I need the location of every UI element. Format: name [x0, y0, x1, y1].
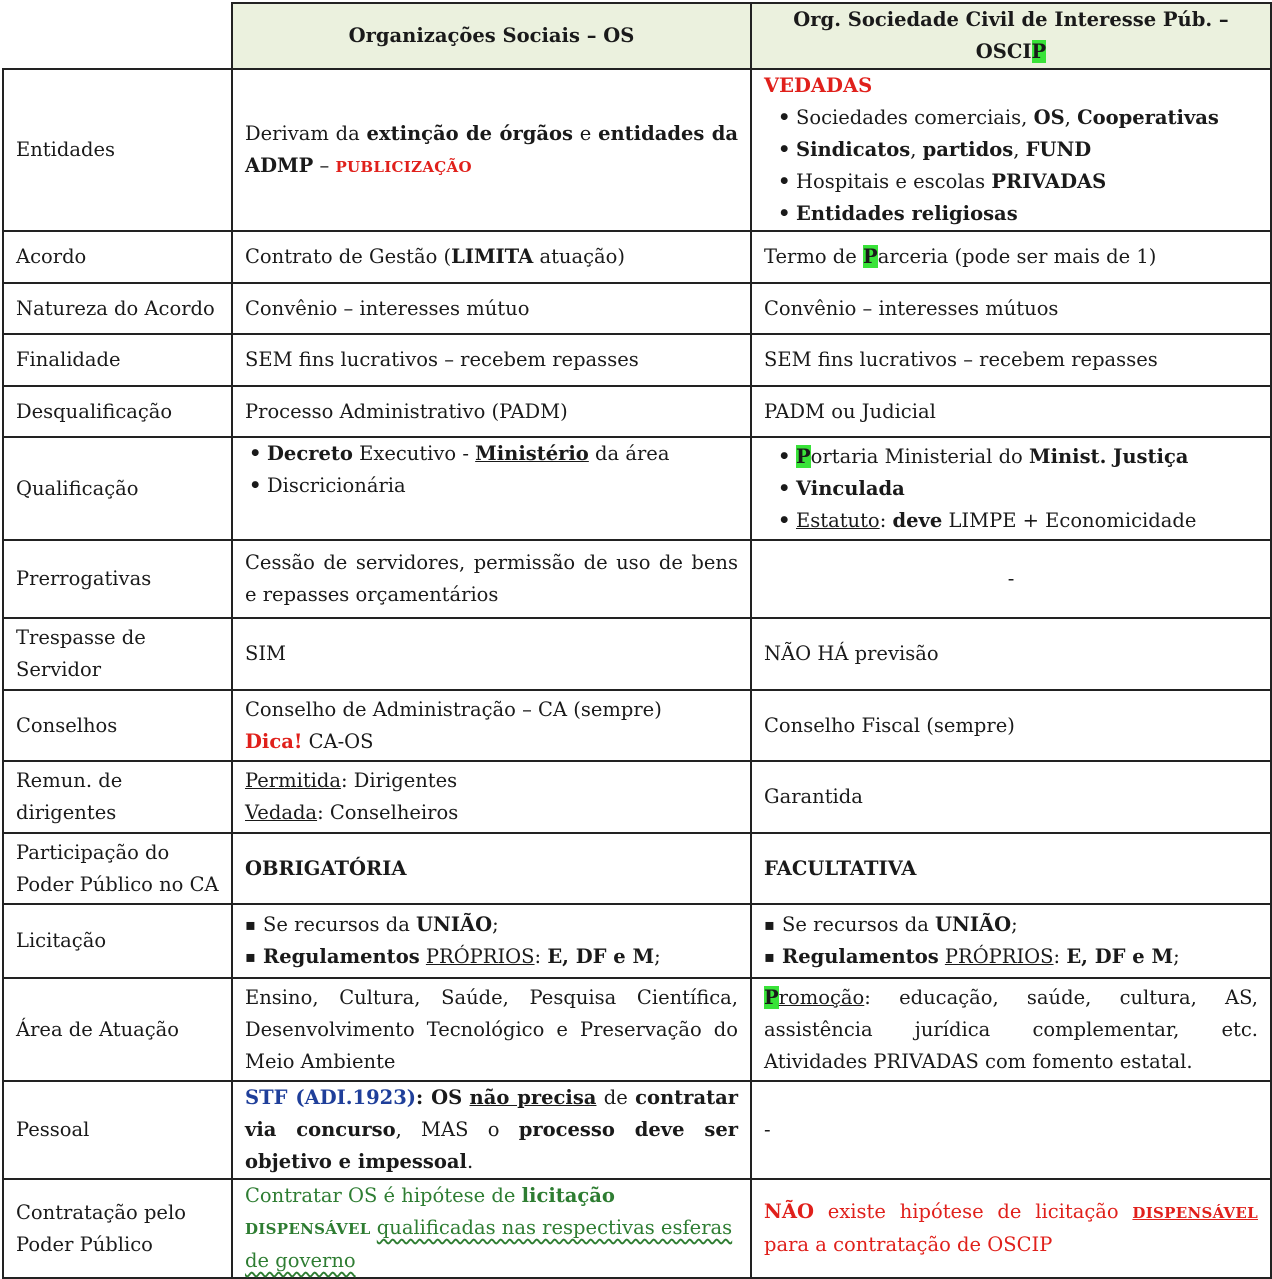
row-label: Participação do Poder Público no CA: [3, 833, 232, 904]
row-label: Acordo: [3, 231, 232, 283]
row-qualificacao: [3, 437, 1271, 540]
row-label: Natureza do Acordo: [3, 283, 232, 334]
row-prerrogativas: [3, 540, 1271, 618]
cell-oscip: Termo de Parceria (pode ser mais de 1): [751, 231, 1271, 283]
list-item: • Sociedades comerciais, OS, Cooperativas: [778, 102, 1258, 134]
row-label: Entidades: [3, 69, 232, 231]
comparison-table: [2, 2, 1272, 1279]
row-label: Licitação: [3, 904, 232, 978]
cell-oscip: [751, 437, 1271, 540]
row-trespasse: [3, 618, 1271, 690]
list-item: • Hospitais e escolas PRIVADAS: [778, 166, 1258, 198]
cell-os: Ensino, Cultura, Saúde, Pesquisa Científica, Desenvolvimento Tecnológico e Preservação do Meio Ambiente: [232, 978, 751, 1081]
cell-os: [232, 437, 751, 540]
row-label: Conselhos: [3, 690, 232, 761]
row-label: Prerrogativas: [3, 540, 232, 618]
row-label: Remun. de dirigentes: [3, 761, 232, 833]
row-pessoal: [3, 1081, 1271, 1179]
cell-os: SIM: [232, 618, 751, 690]
cell-os: Conselho de Administração – CA (sempre) Dica! CA-OS: [232, 690, 751, 761]
cell-os: Convênio – interesses mútuo: [232, 283, 751, 334]
list-item: ▪ Regulamentos PRÓPRIOS: E, DF e M;: [245, 941, 738, 973]
header-oscip: Org. Sociedade Civil de Interesse Púb. – OSCIP: [751, 3, 1271, 69]
list-item: • Decreto Executivo - Ministério da área: [249, 438, 738, 470]
cell-oscip: PADM ou Judicial: [751, 386, 1271, 437]
cell-oscip: Convênio – interesses mútuos: [751, 283, 1271, 334]
row-acordo: [3, 231, 1271, 283]
row-remun: [3, 761, 1271, 833]
row-entidades: [3, 69, 1271, 231]
cell-os: Permitida: Dirigentes Vedada: Conselheiros: [232, 761, 751, 833]
cell-os: Derivam da extinção de órgãos e entidades da ADMP – PUBLICIZAÇÃO: [232, 69, 751, 231]
list-item: ▪ Regulamentos PRÓPRIOS: E, DF e M;: [764, 941, 1258, 973]
list-item: • Portaria Ministerial do Minist. Justiça: [778, 441, 1258, 473]
corner-cell: [3, 3, 232, 69]
cell-oscip: Promoção: educação, saúde, cultura, AS, assistência jurídica complementar, etc. Atividades PRIVADAS com fomento estatal.: [751, 978, 1271, 1081]
cell-oscip: VEDADAS • Sociedades comerciais, OS, Cooperativas • Sindicatos, partidos, FUND • Hospitais e escolas PRIVADAS • Entidades religiosas: [751, 69, 1271, 231]
cell-os: Contratar OS é hipótese de licitação DISPENSÁVEL qualificadas nas respectivas esferas de governo: [232, 1179, 751, 1278]
row-label: Desqualificação: [3, 386, 232, 437]
cell-os: [232, 904, 751, 978]
cell-os: OBRIGATÓRIA: [232, 833, 751, 904]
cell-oscip: Conselho Fiscal (sempre): [751, 690, 1271, 761]
row-label: Finalidade: [3, 334, 232, 386]
row-desqualificacao: [3, 386, 1271, 437]
row-conselhos: [3, 690, 1271, 761]
row-finalidade: [3, 334, 1271, 386]
row-licitacao: [3, 904, 1271, 978]
cell-os: SEM fins lucrativos – recebem repasses: [232, 334, 751, 386]
row-natureza: [3, 283, 1271, 334]
cell-oscip: SEM fins lucrativos – recebem repasses: [751, 334, 1271, 386]
row-label: Contratação pelo Poder Público: [3, 1179, 232, 1278]
row-area: [3, 978, 1271, 1081]
cell-oscip: Garantida: [751, 761, 1271, 833]
list-item: ▪ Se recursos da UNIÃO;: [764, 909, 1258, 941]
cell-oscip: [751, 904, 1271, 978]
header-os: Organizações Sociais – OS: [232, 3, 751, 69]
cell-oscip: -: [751, 1081, 1271, 1179]
list-item: • Estatuto: deve LIMPE + Economicidade: [778, 505, 1258, 537]
cell-oscip: -: [751, 540, 1271, 618]
list-item: • Sindicatos, partidos, FUND: [778, 134, 1258, 166]
row-participacao: [3, 833, 1271, 904]
list-item: ▪ Se recursos da UNIÃO;: [245, 909, 738, 941]
cell-os: Contrato de Gestão (LIMITA atuação): [232, 231, 751, 283]
row-label: Pessoal: [3, 1081, 232, 1179]
cell-os: Processo Administrativo (PADM): [232, 386, 751, 437]
cell-os: Cessão de servidores, permissão de uso de bens e repasses orçamentários: [232, 540, 751, 618]
list-item: • Entidades religiosas: [778, 198, 1258, 230]
row-label: Área de Atuação: [3, 978, 232, 1081]
row-label: Trespasse de Servidor: [3, 618, 232, 690]
list-item: • Vinculada: [778, 473, 1258, 505]
cell-oscip: FACULTATIVA: [751, 833, 1271, 904]
cell-oscip: NÃO existe hipótese de licitação DISPENSÁVEL para a contratação de OSCIP: [751, 1179, 1271, 1278]
cell-oscip: NÃO HÁ previsão: [751, 618, 1271, 690]
cell-os: STF (ADI.1923): OS não precisa de contratar via concurso, MAS o processo deve ser objetivo e impessoal.: [232, 1081, 751, 1179]
header-row: [3, 3, 1271, 69]
list-item: • Discricionária: [249, 470, 738, 502]
row-label: Qualificação: [3, 437, 232, 540]
row-contratacao: [3, 1179, 1271, 1278]
